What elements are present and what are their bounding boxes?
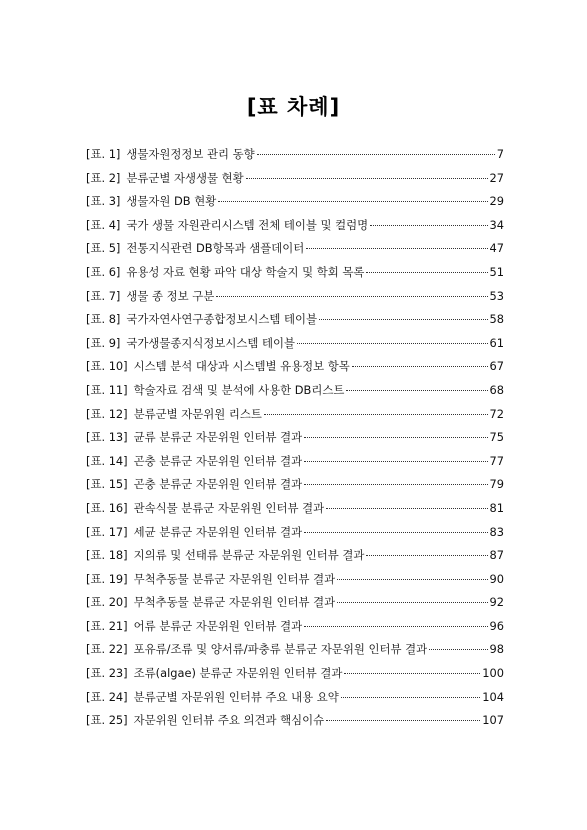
toc-entry-page: 72	[489, 406, 504, 421]
dot-leader	[304, 626, 487, 627]
toc-entry-page: 92	[489, 595, 504, 610]
toc-entry[interactable]	[86, 240, 504, 264]
toc-entry-page: 83	[489, 524, 504, 539]
toc-entry-title: 곤충 분류군 자문위원 인터뷰 결과	[133, 453, 303, 468]
toc-entry[interactable]	[86, 382, 504, 406]
dot-leader	[304, 437, 487, 438]
toc-entry-title: 지의류 및 선태류 분류군 자문위원 인터뷰 결과	[133, 548, 365, 563]
toc-entry-page: 53	[489, 288, 504, 303]
toc-entry-page: 77	[489, 453, 504, 468]
toc-entry-number: [표. 3]	[86, 194, 121, 209]
toc-entry-title: 무척추동물 분류군 자문위원 인터뷰 결과	[133, 595, 336, 610]
toc-entry-title: 관속식물 분류군 자문위원 인터뷰 결과	[133, 500, 325, 515]
toc-entry[interactable]	[86, 524, 504, 548]
dot-leader	[370, 225, 487, 226]
dot-leader	[337, 602, 487, 603]
toc-entry-number: [표. 1]	[86, 147, 121, 161]
toc-entry-number: [표. 11]	[86, 382, 128, 397]
toc-entry-number: [표. 16]	[86, 500, 128, 515]
toc-entry-title: 국가생물종지식정보시스템 테이블	[126, 335, 296, 350]
toc-entry[interactable]	[86, 217, 504, 241]
dot-leader	[216, 296, 487, 297]
toc-entry-page: 79	[489, 477, 504, 492]
toc-entry-title: 국가 생물 자원관리시스템 전체 테이블 및 컬럼명	[126, 217, 369, 232]
dot-leader	[341, 697, 480, 698]
toc-entry-page: 67	[489, 359, 504, 374]
toc-entry-title: 자문위원 인터뷰 주요 의견과 핵심이슈	[133, 713, 325, 728]
toc-entry[interactable]	[86, 476, 504, 500]
toc-entry[interactable]	[86, 264, 504, 288]
toc-entry-page: 29	[489, 194, 504, 209]
toc-entry-number: [표. 14]	[86, 453, 128, 468]
toc-entry-title: 생물자원정정보 관리 동향	[126, 147, 255, 161]
toc-entry[interactable]	[86, 288, 504, 312]
toc-entry[interactable]	[86, 453, 504, 477]
dot-leader	[366, 272, 487, 273]
toc-entry-title: 무척추동물 분류군 자문위원 인터뷰 결과	[133, 571, 336, 586]
toc-entry-page: 107	[482, 713, 504, 728]
toc-entry-page: 47	[489, 241, 504, 256]
toc-entry-number: [표. 23]	[86, 666, 128, 681]
toc-entry[interactable]	[86, 429, 504, 453]
toc-entry[interactable]	[86, 689, 504, 713]
dot-leader	[326, 720, 480, 721]
toc-entry-number: [표. 7]	[86, 288, 121, 303]
toc-entry-page: 61	[489, 335, 504, 350]
toc-entry[interactable]	[86, 500, 504, 524]
dot-leader	[304, 461, 487, 462]
toc-entry[interactable]	[86, 335, 504, 359]
toc-entry-page: 100	[482, 666, 504, 681]
toc-entry-number: [표. 4]	[86, 217, 121, 232]
dot-leader	[304, 484, 487, 485]
toc-entry-number: [표. 8]	[86, 312, 121, 327]
toc-entry[interactable]	[86, 571, 504, 595]
toc-entry-title: 분류군별 자문위원 인터뷰 주요 내용 요약	[133, 689, 339, 704]
dot-leader	[429, 649, 487, 650]
toc-entry-title: 생물자원 DB 현황	[126, 194, 217, 209]
dot-leader	[304, 532, 487, 533]
dot-leader	[257, 154, 495, 155]
toc-entry-title: 국가자연사연구종합정보시스템 테이블	[126, 312, 318, 327]
toc-entry-number: [표. 9]	[86, 335, 121, 350]
toc-entry-number: [표. 21]	[86, 618, 128, 633]
toc-entry-title: 조류(algae) 분류군 자문위원 인터뷰 결과	[133, 666, 343, 681]
toc-entry[interactable]	[86, 358, 504, 382]
toc-entry-number: [표. 2]	[86, 170, 121, 185]
toc-entry-page: 68	[489, 382, 504, 397]
toc-entry-number: [표. 19]	[86, 571, 128, 586]
toc-entry[interactable]	[86, 146, 504, 170]
toc-entry-page: 81	[489, 500, 504, 515]
toc-entry-title: 세균 분류군 자문위원 인터뷰 결과	[133, 524, 303, 539]
toc-entry[interactable]	[86, 594, 504, 618]
toc-entry[interactable]	[86, 406, 504, 430]
dot-leader	[346, 390, 487, 391]
dot-leader	[366, 555, 487, 556]
dot-leader	[297, 343, 487, 344]
table-of-contents	[86, 146, 504, 736]
toc-entry-number: [표. 15]	[86, 477, 128, 492]
toc-entry-number: [표. 12]	[86, 406, 128, 421]
toc-entry-title: 시스템 분석 대상과 시스템별 유용정보 항목	[133, 359, 350, 374]
toc-entry[interactable]	[86, 641, 504, 665]
toc-entry-page: 90	[489, 571, 504, 586]
page-title: [표 차례]	[246, 95, 341, 119]
toc-entry-title: 분류군별 자문위원 리스트	[133, 406, 262, 421]
toc-entry-title: 분류군별 자생생물 현황	[126, 170, 244, 185]
dot-leader	[352, 366, 488, 367]
toc-entry-number: [표. 20]	[86, 595, 128, 610]
toc-entry-title: 전통지식관련 DB항목과 샘플데이터	[126, 241, 305, 256]
toc-entry-number: [표. 25]	[86, 713, 128, 728]
toc-entry-title: 포유류/조류 및 양서류/파충류 분류군 자문위원 인터뷰 결과	[133, 642, 428, 657]
toc-entry[interactable]	[86, 712, 504, 736]
toc-entry[interactable]	[86, 618, 504, 642]
dot-leader	[337, 579, 487, 580]
toc-entry-page: 104	[482, 689, 504, 704]
toc-entry-number: [표. 5]	[86, 241, 121, 256]
dot-leader	[246, 178, 488, 179]
toc-entry-number: [표. 10]	[86, 359, 128, 374]
toc-entry-number: [표. 13]	[86, 430, 128, 445]
toc-entry-page: 34	[489, 217, 504, 232]
toc-entry-page: 87	[489, 548, 504, 563]
toc-entry-title: 학술자료 검색 및 분석에 사용한 DB리스트	[133, 382, 345, 397]
toc-entry-title: 곤충 분류군 자문위원 인터뷰 결과	[133, 477, 303, 492]
toc-entry-number: [표. 17]	[86, 524, 128, 539]
toc-entry-number: [표. 6]	[86, 264, 121, 279]
toc-entry-page: 75	[489, 430, 504, 445]
toc-entry-number: [표. 24]	[86, 689, 128, 704]
dot-leader	[218, 201, 487, 202]
toc-entry[interactable]	[86, 170, 504, 194]
toc-entry-title: 유용성 자료 현황 파악 대상 학술지 및 학회 목록	[126, 264, 365, 279]
toc-entry-page: 51	[489, 264, 504, 279]
dot-leader	[344, 673, 480, 674]
toc-entry-number: [표. 22]	[86, 642, 128, 657]
toc-entry-page: 98	[489, 642, 504, 657]
dot-leader	[264, 414, 488, 415]
dot-leader	[319, 319, 487, 320]
dot-leader	[306, 248, 487, 249]
toc-entry[interactable]	[86, 311, 504, 335]
toc-entry-page: 27	[489, 170, 504, 185]
toc-entry-title: 균류 분류군 자문위원 인터뷰 결과	[133, 430, 303, 445]
toc-entry-title: 어류 분류군 자문위원 인터뷰 결과	[133, 618, 303, 633]
toc-entry[interactable]	[86, 547, 504, 571]
toc-entry-page: 96	[489, 618, 504, 633]
toc-entry-page: 58	[489, 312, 504, 327]
toc-entry[interactable]	[86, 665, 504, 689]
toc-entry-title: 생물 종 정보 구분	[126, 288, 215, 303]
toc-entry-page: 7	[496, 147, 504, 161]
toc-entry-number: [표. 18]	[86, 548, 128, 563]
dot-leader	[326, 508, 487, 509]
toc-entry[interactable]	[86, 193, 504, 217]
